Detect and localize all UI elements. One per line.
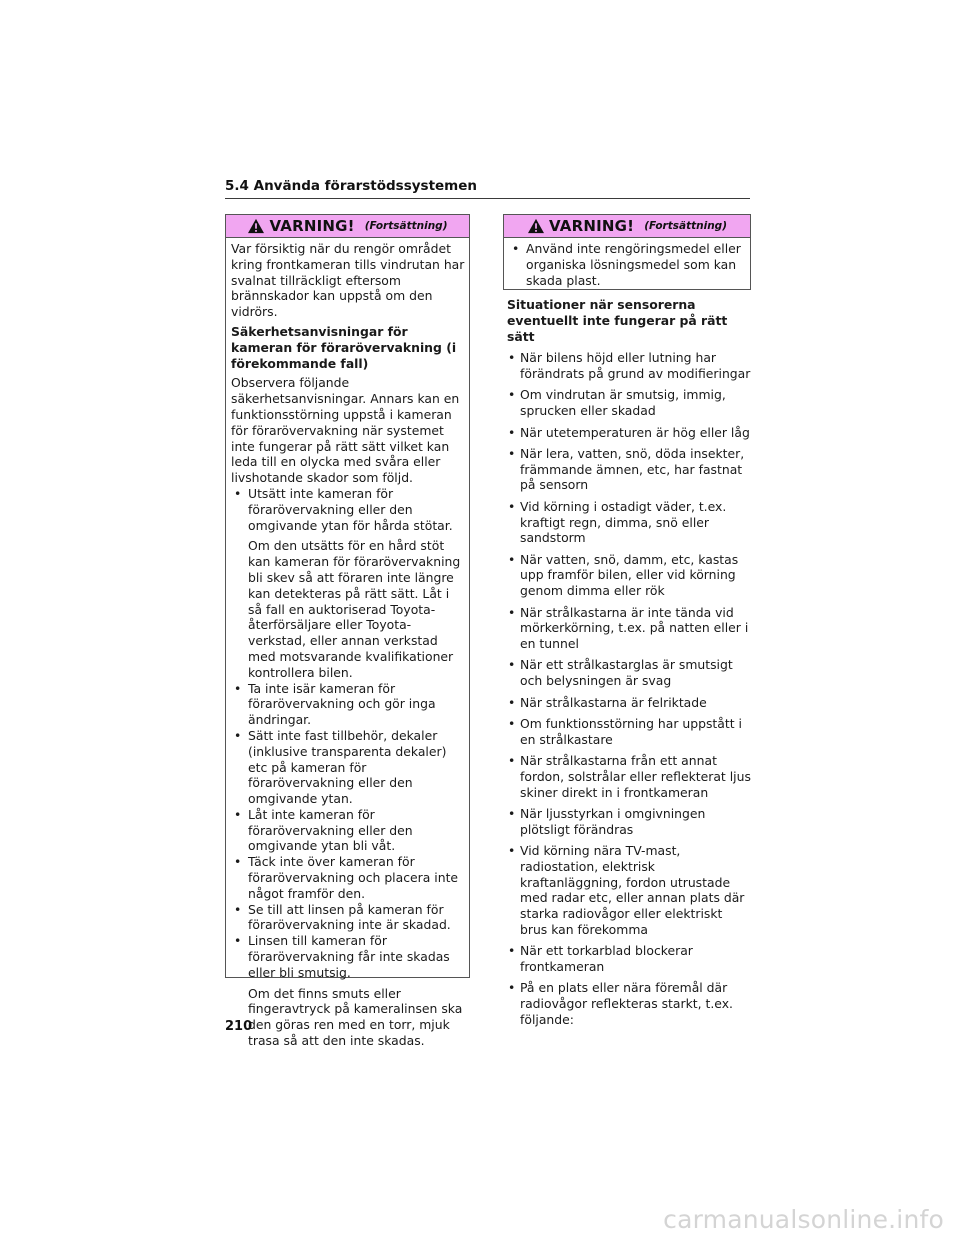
list-item-note: Om den utsätts för en hård stöt kan kameran för förarövervakning bli skev så att föraren inte längre kan detekteras på rätt sätt. Låt i så fall en auktoriserad Toyota-återförsäljare eller Toyota-verkstad, eller annan verkstad med motsvarande kvalifikationer kontrollera bilen. [248, 538, 461, 680]
paragraph: Var försiktig när du rengör området kring frontkameran tills vindrutan har svalnat tillräckligt eftersom brännskador kan uppstå om den vidrörs. [231, 241, 465, 320]
list-item: • Utsätt inte kameran för förarövervakning eller den omgivande ytan för hårda stötar. [231, 486, 465, 533]
condition-list [507, 350, 752, 1027]
list-item: • Vid körning i ostadigt väder, t.ex. kraftigt regn, dimma, snö eller sandstorm [507, 499, 752, 546]
warning-body [226, 238, 469, 1055]
warning-header [504, 215, 750, 238]
warning-triangle-icon [247, 218, 265, 234]
warning-continued: (Fortsättning) [364, 220, 448, 232]
list-item: • När lera, vatten, snö, döda insekter, främmande ämnen, etc, har fastnat på sensorn [507, 446, 752, 493]
list-item: • När ljusstyrkan i omgivningen plötsligt förändras [507, 806, 752, 838]
paragraph: Observera följande säkerhetsanvisningar. Annars kan en funktionsstörning uppstå i kameran för förarövervakning när systemet inte fungerar på rätt sätt vilket kan leda till en olycka med svåra eller livshotande skador som följd. [231, 375, 460, 486]
list-item: • På en plats eller nära föremål där radiovågor reflekteras starkt, t.ex. följande: [507, 980, 752, 1027]
warning-title: VARNING! [269, 217, 355, 235]
list-item: • Ta inte isär kameran för förarövervakning och gör inga ändringar. [231, 681, 465, 728]
list-item: • När ett strålkastarglas är smutsigt och belysningen är svag [507, 657, 752, 689]
watermark: carmanualsonline.info [663, 1205, 944, 1234]
list-item: • Vid körning nära TV-mast, radiostation, elektrisk kraftanläggning, fordon utrustade med radar etc, eller annan plats där starka radiovågor eller elektriskt brus kan förekomma [507, 843, 752, 938]
list-item-note: Om det finns smuts eller fingeravtryck på kameralinsen ska den göras ren med en torr, mjuk trasa så att den inte skadas. [248, 985, 463, 1049]
list-item: • När ett torkarblad blockerar frontkameran [507, 943, 752, 975]
list-item: • Om vindrutan är smutsig, immig, sprucken eller skadad [507, 387, 752, 419]
warning-continued: (Fortsättning) [644, 220, 727, 232]
list-item: • Linsen till kameran för förarövervakning får inte skadas eller bli smutsig. [231, 933, 465, 980]
subheading: Säkerhetsanvisningar för kameran för förarövervakning (i förekommande fall) [231, 323, 457, 371]
list-item: • När vatten, snö, damm, etc, kastas upp framför bilen, eller vid körning genom dimma eller rök [507, 552, 752, 599]
warning-header [226, 215, 469, 238]
list-item: • När strålkastarna är inte tända vid mörkerkörning, t.ex. på natten eller i en tunnel [507, 605, 752, 652]
section-header: 5.4 Använda förarstödssystemen [225, 178, 750, 199]
list-item: • Om funktionsstörning har uppstått i en strålkastare [507, 716, 752, 748]
list-item: • Låt inte kameran för förarövervakning eller den omgivande ytan bli våt. [231, 807, 465, 854]
list-item: • Se till att linsen på kameran för förarövervakning inte är skadad. [231, 902, 465, 934]
subheading: Situationer när sensorerna eventuellt inte fungerar på rätt sätt [507, 297, 728, 344]
list-item: • När strålkastarna från ett annat fordon, solstrålar eller reflekterat ljus skiner direkt in i frontkameran [507, 753, 752, 800]
list-item: • Täck inte över kameran för förarövervakning och placera inte något framför den. [231, 854, 465, 901]
warning-box-right [503, 214, 751, 290]
warning-triangle-icon [527, 218, 545, 234]
right-column [507, 293, 752, 1033]
warning-title: VARNING! [548, 217, 635, 235]
list-item: • Sätt inte fast tillbehör, dekaler (inklusive transparenta dekaler) etc på kameran för förarövervakning eller den omgivande ytan. [231, 728, 465, 807]
list-item: • När utetemperaturen är hög eller låg [507, 425, 752, 441]
warning-body [504, 238, 750, 294]
list-item: • När strålkastarna är felriktade [507, 695, 752, 711]
list-item: • När bilens höjd eller lutning har förändrats på grund av modifieringar [507, 350, 752, 382]
page-number: 210 [225, 1019, 253, 1034]
list-item: • Använd inte rengöringsmedel eller organiska lösningsmedel som kan skada plast. [509, 241, 746, 288]
